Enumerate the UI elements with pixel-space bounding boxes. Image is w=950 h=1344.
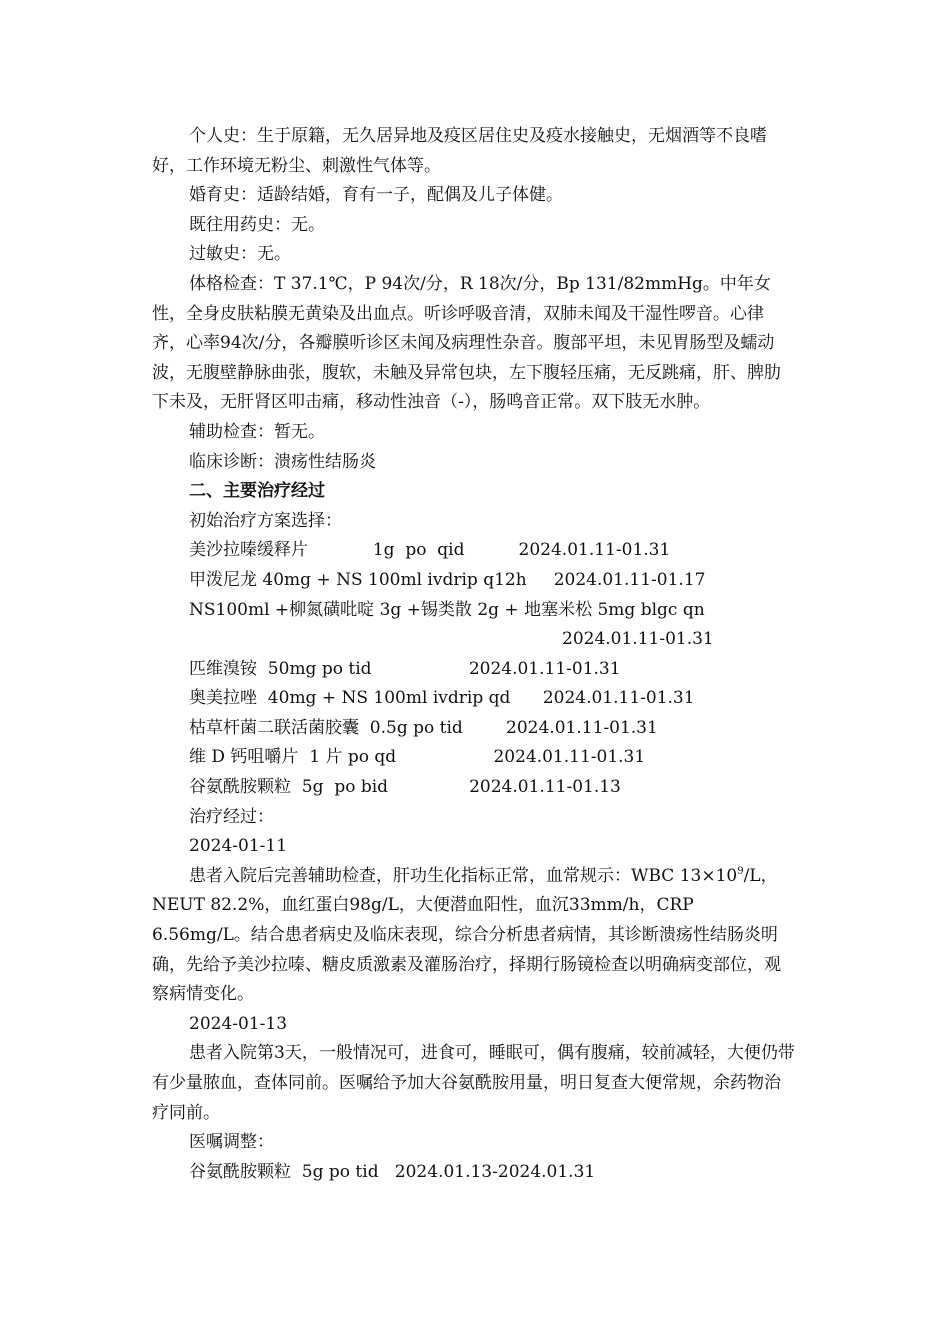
drug-date: 2024.01.11-01.31 <box>562 629 714 650</box>
drug-date: 2024.01.11-01.13 <box>469 777 621 798</box>
drug-name: 奥美拉唑 40mg + NS 100ml ivdrip qd <box>189 688 511 709</box>
drug-date: 2024.01.11-01.17 <box>553 569 706 590</box>
drug-name: NS100ml +柳氮磺吡啶 3g +锡类散 2g + 地塞米松 5mg blgc qn <box>189 599 705 620</box>
drug-date: 2024.01.11-01.31 <box>506 717 658 738</box>
section-heading-treatment: 二、主要治疗经过 <box>189 481 325 502</box>
drug-date: 2024.01.11-01.31 <box>518 540 671 561</box>
order-adjust-label: 医嘱调整： <box>189 1132 274 1153</box>
drug-name: 美沙拉嗪缓释片 <box>189 540 308 561</box>
drug-name: 谷氨酰胺颗粒 5g po bid <box>189 777 389 798</box>
personal-history: 个人史：生于原籍，无久居异地及疫区居住史及疫水接触史，无烟酒等不良嗜好，工作环境无粉尘、刺激性气体等。 <box>152 126 767 176</box>
order-adjust-line: 谷氨酰胺颗粒 5g po tid 2024.01.13-2024.01.31 <box>189 1161 596 1182</box>
treatment-process-label: 治疗经过： <box>189 806 274 827</box>
drug-date: 2024.01.11-01.31 <box>542 688 695 709</box>
entry-text: 患者入院后完善辅助检查，肝功生化指标正常，血常规示：WBC $13\times 10^9/L$，NEUT 82.2%，血红蛋白98g/L，大便潜血阳性，血沉33mm/h，CRP 6.56mg/L。结合患者病史及临床表现，综合分析患者病情，其诊断溃疡性结肠炎明确，先给予美沙拉嗪、糖皮质激素及灌肠治疗，择期行肠镜检查以明确病变部位，观察病情变化。 <box>152 865 781 1005</box>
drug-row <box>152 655 797 685</box>
physical-exam: 体格检查：T 37.1℃，P 94次/分，R 18次/分，Bp 131/82mmHg。中年女性，全身皮肤粘膜无黄染及出血点。听诊呼吸音清，双肺未闻及干湿性啰音。心律齐，心率94次/分，各瓣膜听诊区未闻及病理性杂音。腹部平坦，未见胃肠型及蠕动波，无腹壁静脉曲张，腹软，未触及异常包块，左下腹轻压痛，无反跳痛，肝、脾肋下未及，无肝肾区叩击痛，移动性浊音（-），肠鸣音正常。双下肢无水肿。 <box>152 273 781 413</box>
drug-row <box>152 536 797 566</box>
drug-name: 枯草杆菌二联活菌胶囊 0.5g po tid <box>189 717 463 738</box>
document-body <box>152 122 797 1187</box>
drug-name: 匹维溴铵 50mg po tid <box>189 658 372 679</box>
drug-row <box>152 684 797 714</box>
drug-dose: 1g po qid <box>372 540 465 561</box>
initial-plan-label: 初始治疗方案选择： <box>189 510 342 531</box>
auxiliary-exam: 辅助检查：暂无。 <box>189 421 325 442</box>
drug-row <box>152 773 797 803</box>
medication-history: 既往用药史：无。 <box>189 214 325 235</box>
drug-date: 2024.01.11-01.31 <box>468 658 621 679</box>
drug-date: 2024.01.11-01.31 <box>493 747 646 768</box>
drug-row <box>152 743 797 773</box>
entry-text: 患者入院第3天，一般情况可，进食可，睡眠可，偶有腹痛，较前减轻，大便仍带有少量脓血，查体同前。医嘱给予加大谷氨酰胺用量，明日复查大便常规，余药物治疗同前。 <box>152 1043 795 1123</box>
drug-row <box>152 566 797 596</box>
clinical-diagnosis: 临床诊断：溃疡性结肠炎 <box>189 451 376 472</box>
drug-row <box>152 596 797 626</box>
drug-row <box>152 714 797 744</box>
entry-date: 2024-01-11 <box>189 836 288 857</box>
drug-name: 维 D 钙咀嚼片 1 片 po qd <box>189 747 397 768</box>
allergy-history: 过敏史：无。 <box>189 244 291 265</box>
marital-history: 婚育史：适龄结婚，育有一子，配偶及儿子体健。 <box>189 185 563 206</box>
drug-name: 甲泼尼龙 40mg + NS 100ml ivdrip q12h <box>189 569 527 590</box>
entry-date: 2024-01-13 <box>189 1013 288 1034</box>
